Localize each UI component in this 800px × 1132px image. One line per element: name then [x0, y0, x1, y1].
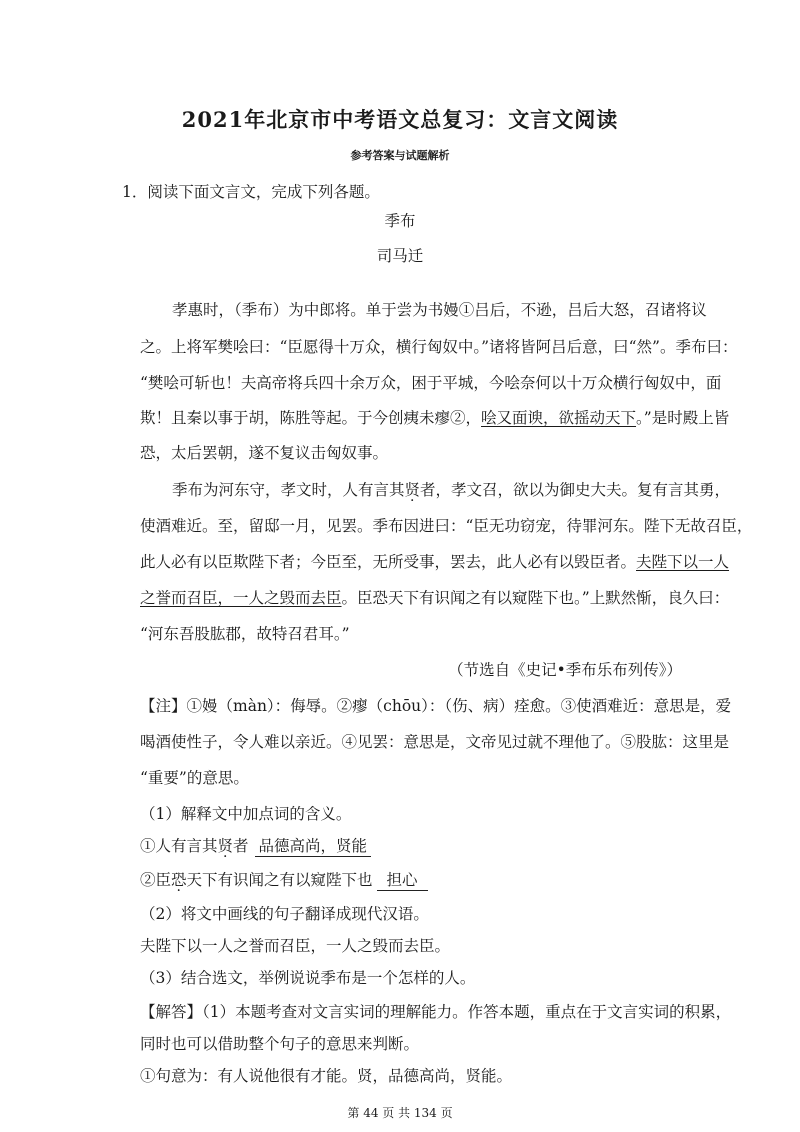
- passage-text: 者，孝文召，欲以为御史大夫。复有言其勇，: [420, 481, 731, 499]
- answer-blank: 品德高尚，贤能: [255, 834, 372, 857]
- answer-blank: 担心: [377, 868, 428, 891]
- passage-p2-line: [172, 478, 730, 500]
- passage-text: 。臣恐天下有识闻之有以窥陛下也。”上默然惭，良久曰：: [341, 589, 730, 607]
- page-footer: 第 44 页 共 134 页: [347, 1106, 453, 1120]
- question-1-1-b: [140, 868, 428, 891]
- notes-line: 【注】①嫚（màn）：侮辱。②瘳（chōu）：（伤、病）痊愈。③使酒难近：意思是，爱: [140, 697, 732, 715]
- passage-p1-line: 之。上将军樊哙曰：“臣愿得十万众，横行匈奴中。”诸将皆阿吕后意，曰“然”。季布曰：: [140, 338, 738, 356]
- question-1-1: （1）解释文中加点词的含义。: [140, 805, 352, 823]
- dotted-word: 贤: [404, 481, 421, 499]
- question-1-3: （3）结合选文，举例说说季布是一个怎样的人。: [140, 969, 476, 987]
- passage-p1-line: 恐，太后罢朝，遂不复议击匈奴事。: [140, 444, 389, 462]
- dotted-word: 恐: [171, 871, 187, 889]
- passage-text: 欺！且秦以事于胡，陈胜等起。于今创痍未瘳②，: [140, 409, 482, 427]
- passage-source: （节选自《史记•季布乐布列传》）: [448, 661, 682, 679]
- question-text: ②臣: [140, 871, 172, 889]
- question-1-1-a: [140, 834, 371, 857]
- passage-author: 司马迁: [376, 247, 424, 265]
- underlined-sentence: 哙又面谀，欲摇动天下: [481, 409, 637, 427]
- passage-p1-line: 孝惠时，（季布）为中郎将。单于尝为书嫚①吕后，不逊，吕后大怒，召诸将议: [172, 301, 707, 319]
- passage-text: 季布为河东守，孝文时，人有言其: [172, 481, 405, 499]
- question-1-2: （2）将文中画线的句子翻译成现代汉语。: [140, 905, 429, 923]
- passage-text: 此人必有以臣欺陛下者；今臣至，无所受事，罢去，此人必有以毁臣者。: [140, 553, 637, 571]
- passage-p2-line: “河东吾股肱郡，故特召君耳。”: [140, 625, 350, 643]
- passage-p1-line: “樊哙可斩也！夫高帝将兵四十余万众，困于平城，今哙奈何以十万众横行匈奴中，面: [140, 374, 722, 392]
- answer-line: ①句意为：有人说他很有才能。贤，品德高尚，贤能。: [140, 1067, 513, 1085]
- question-1-2-sentence: 夫陛下以一人之誉而召臣，一人之毁而去臣。: [140, 937, 451, 955]
- notes-line: “重要”的意思。: [140, 769, 249, 787]
- question-1-prompt: 1．阅读下面文言文，完成下列各题。: [122, 183, 380, 201]
- question-text: 者: [233, 837, 249, 855]
- question-text: ①人有言其: [140, 837, 218, 855]
- dotted-word: 贤: [217, 837, 234, 855]
- document-subtitle: 参考答案与试题解析: [350, 149, 450, 162]
- passage-text: 。”是时殿上皆: [636, 409, 730, 427]
- passage-p1-line: [140, 406, 729, 428]
- document-title: 2021年北京市中考语文总复习：文言文阅读: [181, 107, 619, 132]
- passage-p2-line: 使酒难近。至，留邸一月，见罢。季布因进曰：“臣无功窃宠，待罪河东。陛下无故召臣，: [140, 517, 753, 535]
- underlined-sentence: 夫陛下以一人: [636, 553, 730, 571]
- answer-line: 【解答】（1）本题考查对文言实词的理解能力。作答本题，重点在于文言实词的积累，: [140, 1003, 732, 1021]
- question-text: 天下有识闻之有以窥陛下也: [186, 871, 373, 889]
- passage-p2-line: [140, 550, 729, 572]
- notes-line: 喝酒使性子，令人难以亲近。④见罢：意思是，文帝见过就不理他了。⑤股肱：这里是: [140, 733, 730, 751]
- underlined-sentence: 之誉而召臣，一人之毁而去臣: [140, 589, 342, 607]
- passage-p2-line: [140, 586, 729, 608]
- passage-title: 季布: [384, 212, 416, 230]
- answer-line: 同时也可以借助整个句子的意思来判断。: [140, 1035, 420, 1053]
